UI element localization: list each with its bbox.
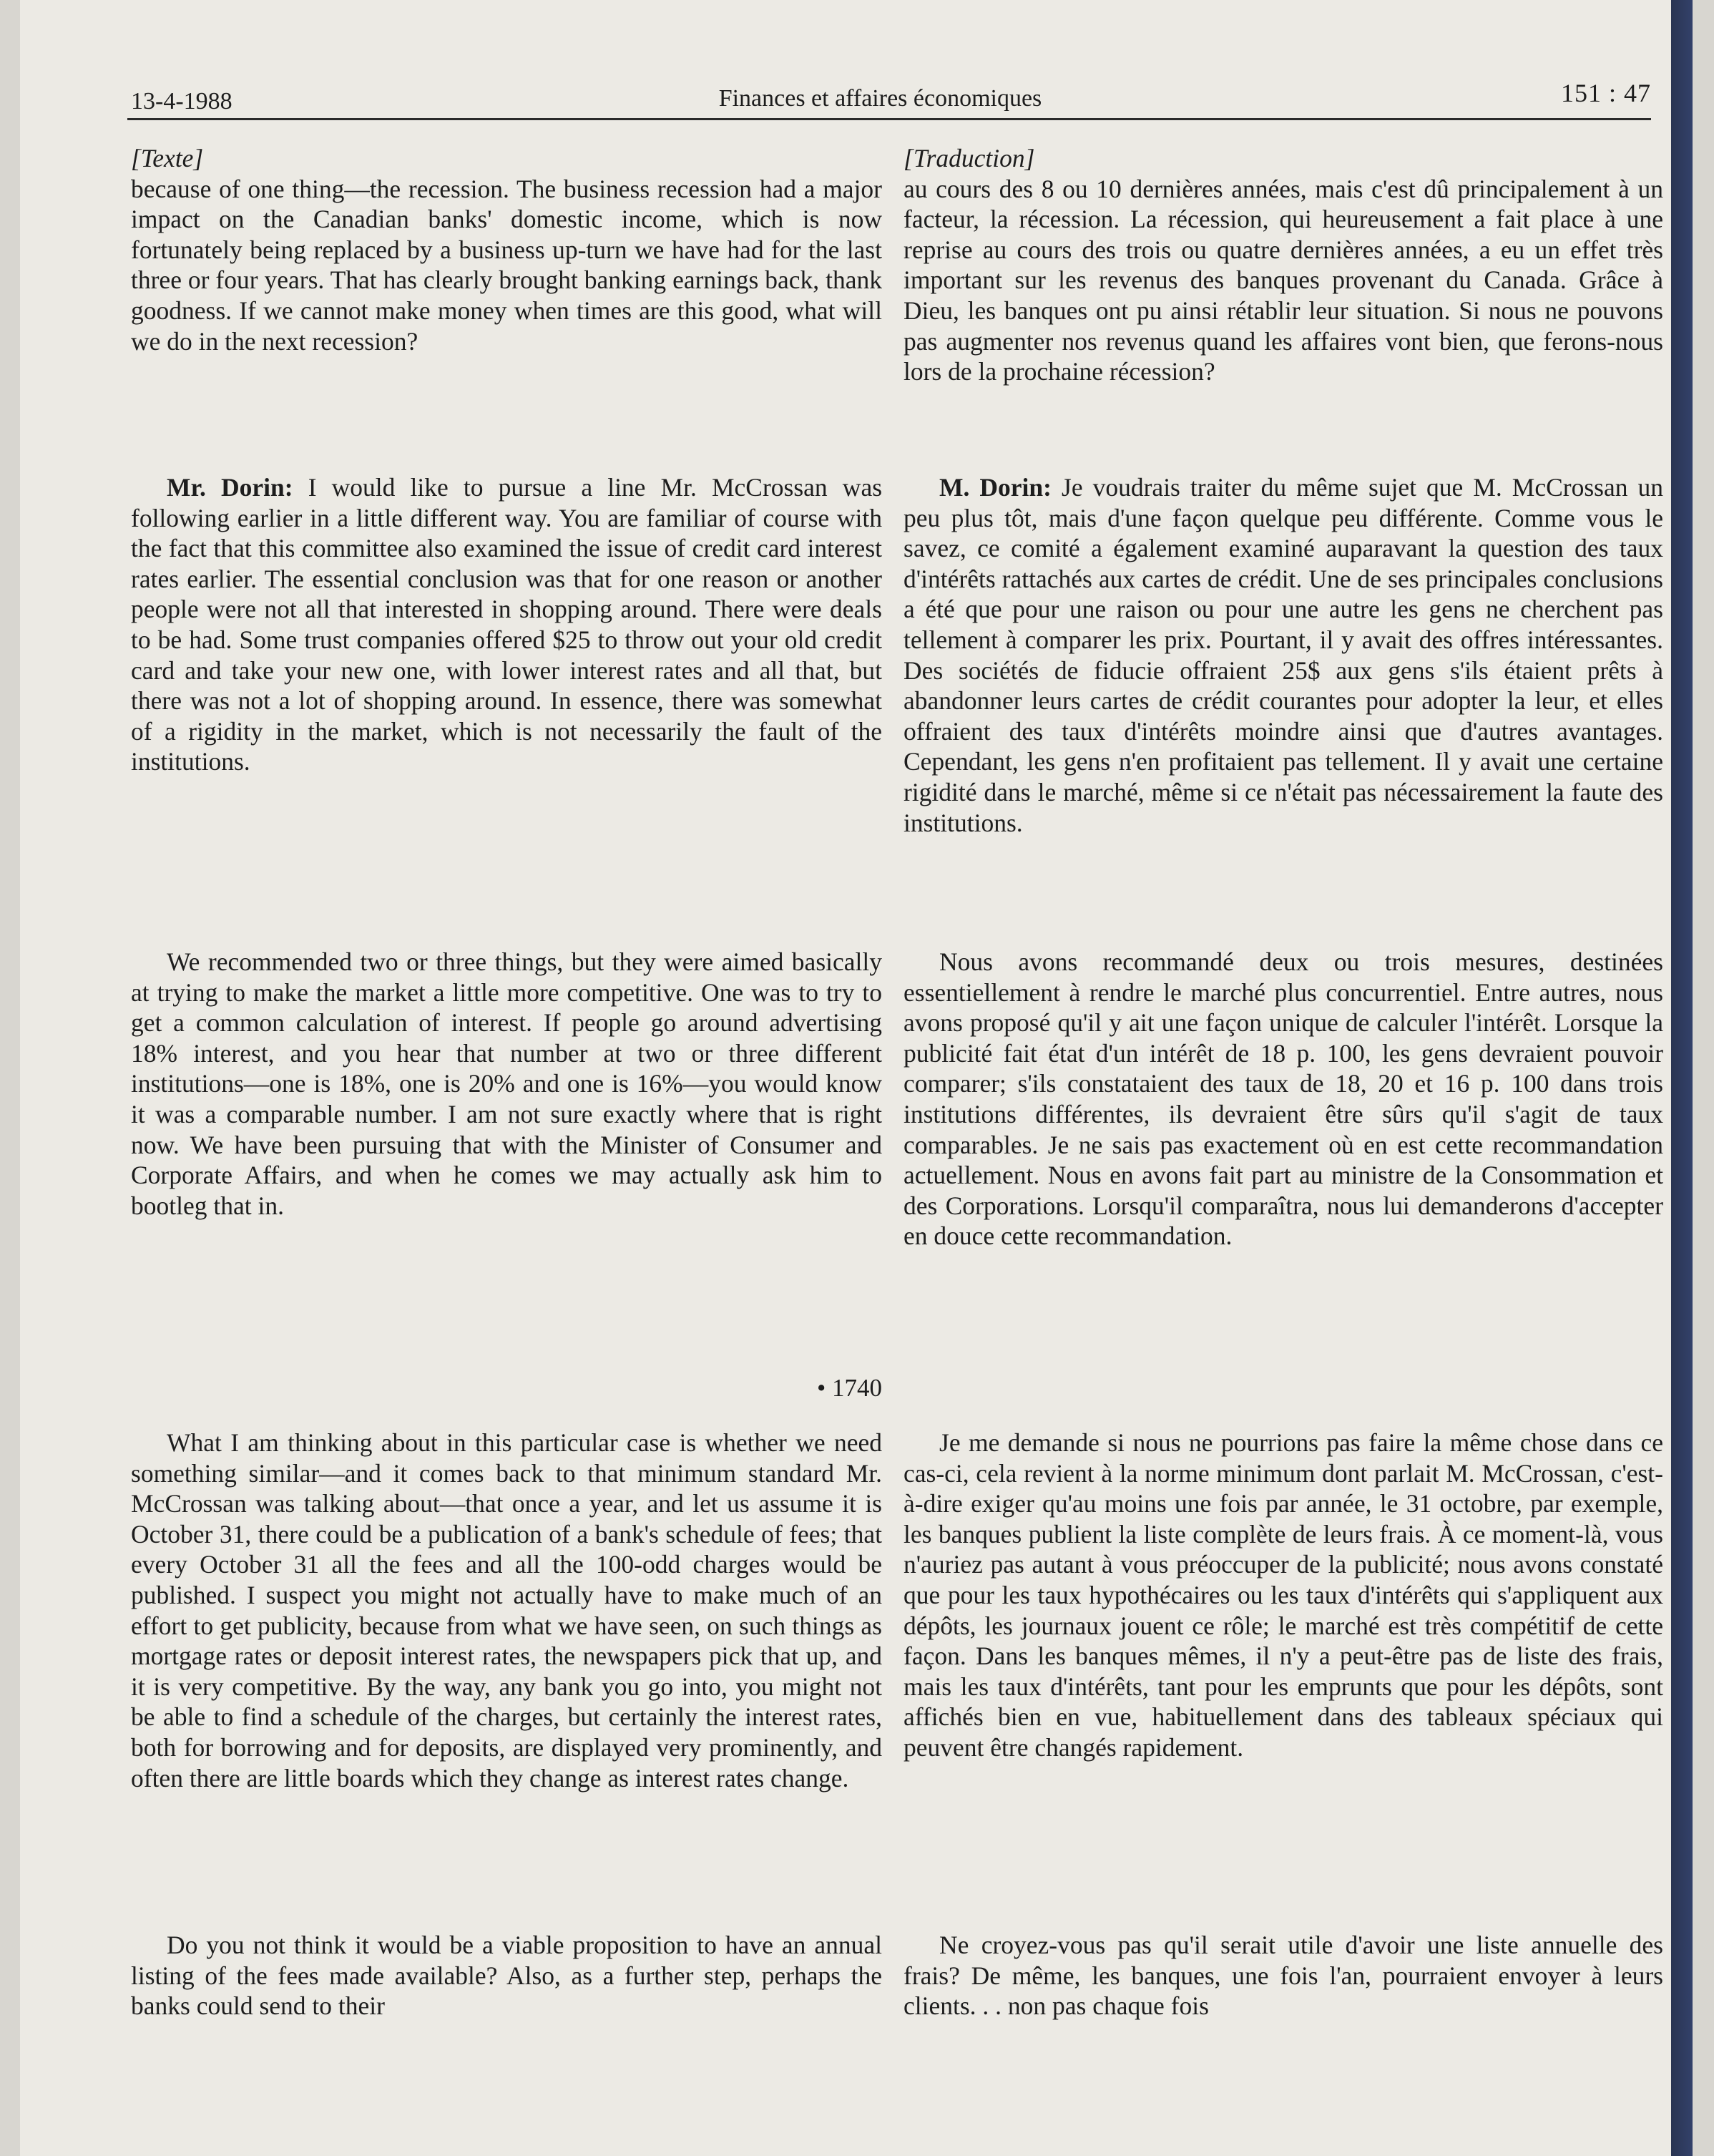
left-block-3 (131, 947, 882, 1221)
left-block-4 (131, 1428, 882, 1793)
page-header (109, 68, 1651, 118)
right-paragraph-2 (903, 472, 1663, 838)
header-page-number: 151 : 47 (1560, 79, 1651, 107)
right-paragraph-2-text: Je voudrais traiter du même sujet que M. McCrossan un peu plus tôt, mais d'une façon quelque peu différente. Comme vous le savez, ce comité a également examiné auparavant la question des taux d'intérêts rattachés aux cartes de crédit. Une de ses principales conclusions a été que pour une raison ou pour une autre les gens ne cherchent pas tellement à comparer les prix. Pourtant, il y avait des offres intéressantes. Des sociétés de fiducie offraient 25$ aux gens s'ils étaient prêts à abandonner leurs cartes de crédit courantes pour adopter la leur, et elles offraient des taux d'intérêts moindre ainsi que d'autres avantages. Cependant, les gens n'en profitaient pas tellement. Il y avait une certaine rigidité dans le marché, même si ce n'était pas nécessairement la faute des institutions. (903, 473, 1663, 837)
left-block-2 (131, 472, 882, 777)
time-marker: • 1740 (816, 1374, 882, 1402)
right-column-tag: [Traduction] (903, 144, 1035, 172)
left-column-tag: [Texte] (131, 144, 204, 172)
right-block-5 (903, 1930, 1663, 2021)
right-paragraph-5: Ne croyez-vous pas qu'il serait utile d'avoir une liste annuelle des frais? De même, les banques, une fois l'an, pourraient envoyer à leurs clients. . . non pas chaque fois (903, 1931, 1663, 2021)
left-block-1 (131, 143, 882, 356)
right-paragraph-1: au cours des 8 ou 10 dernières années, mais c'est dû principalement à un facteur, la récession. La récession, qui heureusement a fait place à une reprise au cours des trois ou quatre dernières années, a eu un effet très important sur les revenus des banques provenant du Canada. Grâce à Dieu, les banques ont pu ainsi rétablir leur situation. Si nous ne pouvons pas augmenter nos revenus quand les affaires vont bien, que ferons-nous lors de la prochaine récession? (903, 174, 1663, 386)
right-speaker-label: M. Dorin: (939, 473, 1052, 502)
binding-spine (1671, 0, 1693, 2156)
left-speaker-label: Mr. Dorin: (167, 473, 293, 502)
right-block-4 (903, 1428, 1663, 1763)
header-rule (127, 118, 1651, 120)
right-block-1 (903, 143, 1663, 387)
left-paragraph-3: We recommended two or three things, but they were aimed basically at trying to make the market a little more competitive. One was to try to get a common calculation of interest. If people go around advertising 18% interest, and you hear that number at two or three different institutions—one is 18%, one is 20% and one is 16%—you would know it was a comparable number. I am not sure exactly where that is right now. We have been pursuing that with the Minister of Consumer and Corporate Affairs, and when he comes we may actually ask him to bootleg that in. (131, 947, 882, 1220)
left-paragraph-4: What I am thinking about in this particular case is whether we need something similar—and it comes back to that minimum standard Mr. McCrossan was talking about—that once a year, and let us assume it is October 31, there could be a publication of a bank's schedule of fees; that every October 31 all the fees and all the 100-odd charges would be published. I suspect you might not actually have to make much of an effort to get publicity, because from what we have seen, on such things as mortgage rates or deposit interest rates, the newspapers pick that up, and it is very competitive. By the way, any bank you go into, you might not be able to find a schedule of the charges, but certainly the interest rates, both for borrowing and for deposits, are displayed very prominently, and often there are little boards which they change as interest rates change. (131, 1428, 882, 1792)
left-paragraph-2-text: I would like to pursue a line Mr. McCrossan was following earlier in a little different way. You are familiar of course with the fact that this committee also examined the issue of credit card interest rates earlier. The essential conclusion was that for one reason or another people were not all that interested in shopping around. There were deals to be had. Some trust companies offered $25 to throw out your old credit card and take your new one, with lower interest rates and all that, but there was not a lot of shopping around. In essence, there was somewhat of a rigidity in the market, which is not necessarily the fault of the institutions. (131, 473, 883, 776)
right-block-3 (903, 947, 1663, 1252)
left-paragraph-2 (131, 472, 882, 777)
right-block-2 (903, 472, 1663, 838)
left-paragraph-1: because of one thing—the recession. The business recession had a major impact on the Canadian banks' domestic income, which is now fortunately being replaced by a business up-turn we have had for the last three or four years. That has clearly brought banking earnings back, thank goodness. If we cannot make money when times are this good, what will we do in the next recession? (131, 174, 882, 356)
right-paragraph-3: Nous avons recommandé deux ou trois mesures, destinées essentiellement à rendre le marché plus concurrentiel. Entre autres, nous avons proposé qu'il y ait une façon unique de calculer l'intérêt. Lorsque la publicité fait état d'un intérêt de 18 p. 100, les gens devraient pouvoir comparer; s'ils constataient des taux de 18, 20 et 16 p. 100 dans trois institutions différentes, ils devraient être sûrs qu'il s'agit de taux comparables. Je ne sais pas exactement où en est cette recommandation actuellement. Nous en avons fait part au ministre de la Consommation et des Corporations. Lorsqu'il comparaîtra, nous lui demanderons d'accepter en douce cette recommandation. (903, 947, 1663, 1251)
left-block-5 (131, 1930, 882, 2021)
header-title: Finances et affaires économiques (718, 85, 1042, 112)
header-date: 13-4-1988 (131, 88, 232, 114)
left-paragraph-5: Do you not think it would be a viable proposition to have an annual listing of the fees made available? Also, as a further step, perhaps the banks could send to their (131, 1931, 882, 2021)
right-paragraph-4: Je me demande si nous ne pourrions pas faire la même chose dans ce cas-ci, cela revient à la norme minimum dont parlait M. McCrossan, c'est-à-dire exiger qu'au moins une fois par année, le 31 octobre, par exemple, les banques publient la liste complète de leurs frais. À ce moment-là, vous n'auriez pas autant à vous préoccuper de la publicité; nous avons constaté que pour les taux hypothécaires ou les taux d'intérêts qui s'appliquent aux dépôts, les journaux jouent ce rôle; le marché est très compétitif de cette façon. Dans les banques mêmes, il n'y a peut-être pas de liste des frais, mais les taux d'intérêts, tant pour les emprunts que pour les dépôts, sont affichés bien en vue, habituellement dans des tableaux spéciaux qui peuvent être changés rapidement. (903, 1428, 1663, 1762)
document-page (20, 0, 1693, 2156)
